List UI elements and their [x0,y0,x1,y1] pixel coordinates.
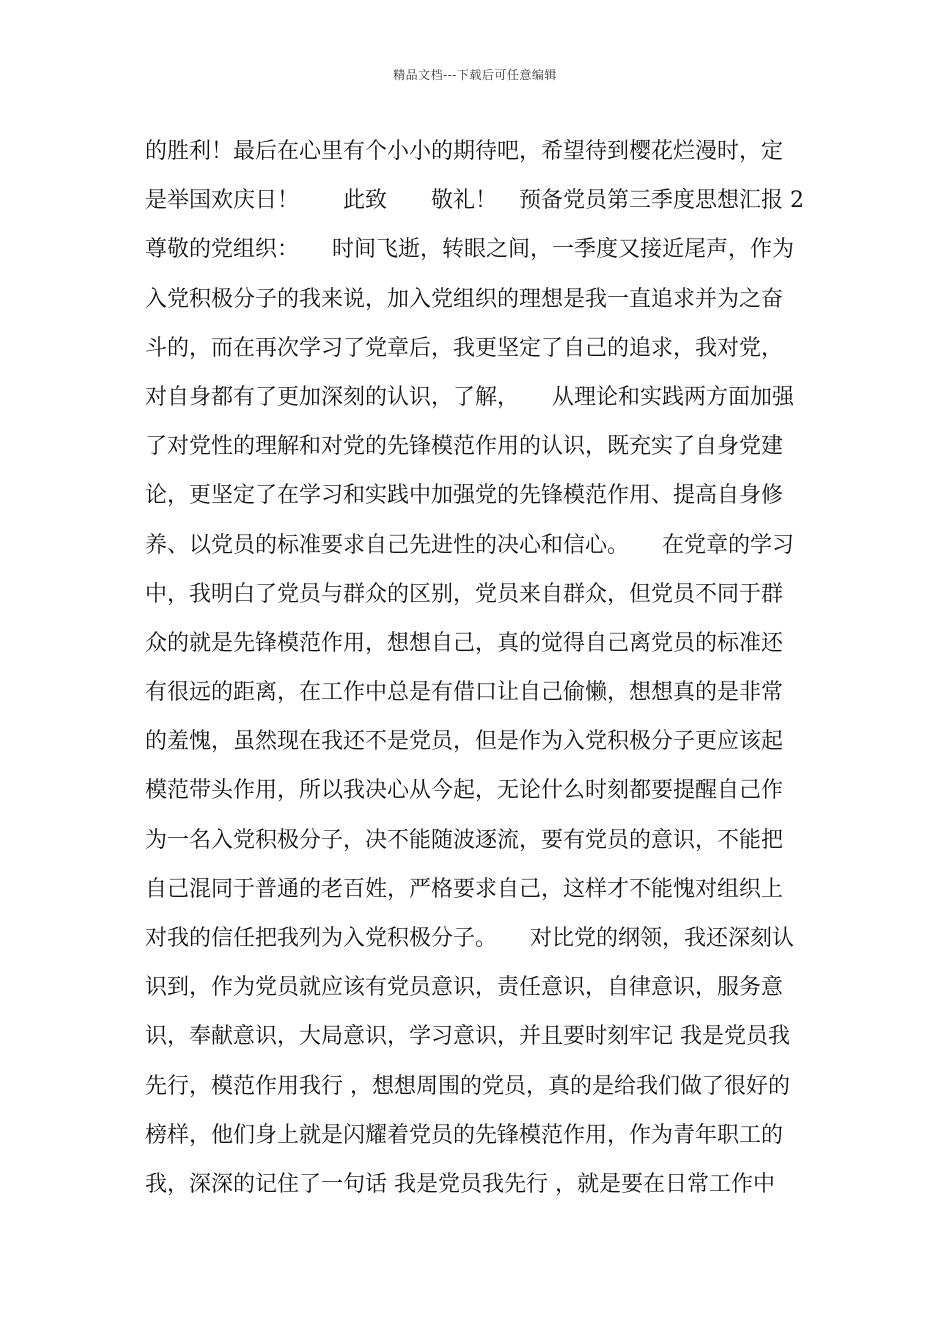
page-header: 精品文档---下载后可任意编辑 [393,68,557,82]
text-line: 入党积极分子的我来说，加入党组织的理想是我一直追求并为之奋 [145,286,784,312]
text-line: 尊敬的党组织： 时间飞逝，转眼之间，一季度又接近尾声，作为 [145,237,795,263]
text-line: 对自身都有了更加深刻的认识，了解， 从理论和实践两方面加强 [145,384,795,410]
text-line: 对我的信任把我列为入党积极分子。 对比党的纲领，我还深刻认 [145,926,795,951]
text-line: 榜样，他们身上就是闪耀着党员的先锋模范作用，作为青年职工的 [145,1122,784,1148]
text-line: 是举国欢庆日！ 此致 敬礼！ 预备党员第三季度思想汇报 2 [145,188,804,214]
text-line: 中，我明白了党员与群众的区别，党员来自群众，但党员不同于群 [145,581,784,607]
text-line: 的羞愧，虽然现在我还不是党员，但是作为入党积极分子更应该起 [145,729,784,755]
text-line: 众的就是先锋模范作用，想想自己，真的觉得自己离党员的标准还 [145,630,784,656]
text-line: 为一名入党积极分子，决不能随波逐流，要有党员的意识，不能把 [145,827,784,853]
text-line: 识到，作为党员就应该有党员意识，责任意识，自律意识，服务意 [145,975,784,1001]
text-line: 论，更坚定了在学习和实践中加强党的先锋模范作用、提高自身修 [145,483,784,509]
text-line: 有很远的距离，在工作中总是有借口让自己偷懒，想想真的是非常 [145,680,784,706]
document-body [145,134,810,1216]
text-line: 自己混同于普通的老百姓，严格要求自己，这样才不能愧对组织上 [145,876,784,902]
text-line: 识，奉献意识，大局意识，学习意识，并且要时刻牢记 我是党员我 [145,1024,790,1050]
text-line: 先行，模范作用我行 ，想想周围的党员，真的是给我们做了很好的 [145,1073,790,1099]
text-line: 斗的，而在再次学习了党章后，我更坚定了自己的追求，我对党， [145,335,784,361]
text-line: 的胜利！最后在心里有个小小的期待吧，希望待到樱花烂漫时，定 [145,139,784,164]
text-line: 我，深深的记住了一句话 我是党员我先行 ，就是要在日常工作中 [145,1171,775,1197]
text-line: 了对党性的理解和对党的先锋模范作用的认识，既充实了自身党建 [145,434,784,460]
text-line: 模范带头作用，所以我决心从今起，无论什么时刻都要提醒自己作 [145,778,784,804]
text-line: 养、以党员的标准要求自己先进性的决心和信心。 在党章的学习 [145,532,795,558]
